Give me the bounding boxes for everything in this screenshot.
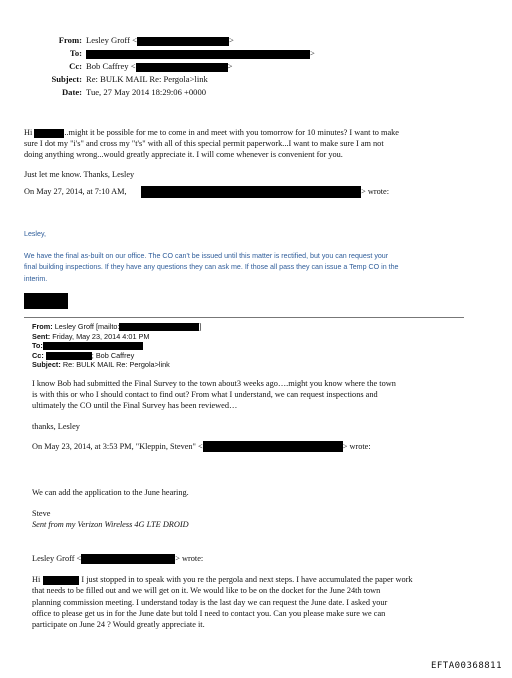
forwarded-header [32,322,202,370]
redaction-block [81,554,175,564]
msg4-wrote: > wrote: [175,554,204,563]
greeting-hi: Hi [24,128,33,137]
fwd-cc-value: ; Bob Caffrey [91,350,135,360]
msg2-line2: is with this or who I should contact to find out? From what I understand, we can request inspections and [32,390,378,400]
msg4-line4: office to please get us in for the June date but told I need to contact you. Can you please make sure we can [32,608,386,618]
fwd-from-row [32,322,202,332]
msg2-wrote: > wrote: [342,441,371,451]
fwd-subject-value: Re: BULK MAIL Re: Pergola>link [62,360,170,370]
msg2-line1: I know Bob had submitted the Final Survey to the town about3 weeks ago….might you know where the town [32,379,396,388]
message-body-3 [32,487,492,531]
msg3-name: Steve [32,509,51,519]
reply-line1: We have the final as-built on our office. The CO can't be issued until this matter is rectified, but you can request your [24,251,389,260]
message-body-1 [24,127,494,198]
reply-greeting: Lesley, [24,230,46,238]
msg1-text-1: ..might it be possible for me to come in and meet with you tomorrow for 10 minutes? I want to make [64,128,399,137]
redaction-block [136,63,228,72]
redaction-block [43,576,79,585]
fwd-cc-row [32,351,202,361]
redaction-block [119,322,202,331]
fwd-sent-value: Friday, May 23, 2014 4:01 PM [52,331,150,341]
header-to-row [0,47,315,60]
msg4-from-line [32,553,502,564]
msg3-line: We can add the application to the June hearing. [32,488,189,497]
cc-close: > [227,61,233,71]
from-value: Lesley Groff < [86,35,137,45]
from-label: From: [58,35,82,45]
email-header [0,34,315,99]
redaction-block [24,293,68,309]
msg1-signoff: Just let me know. Thanks, Lesley [24,169,135,179]
msg1-line3: doing anything wrong...would greatly appreciate it. I will come whenever is convenient for you. [24,150,343,160]
header-from-row [0,34,315,47]
redaction-block [46,352,92,360]
reply-line3: interim. [24,274,48,283]
subject-value: Re: BULK MAIL Re: Pergola>link [86,74,208,84]
msg4-line2: that needs to be filled out and we will get on it. We would like to be on the docket for the June 24th town [32,586,381,596]
header-cc-row [0,60,315,73]
msg4-line3: planning commission meeting. I understand today is the last day we can request the June date. I asked your [32,597,388,607]
divider-line [24,317,464,318]
msg4-hi: Hi [32,575,41,585]
header-date-row [0,86,315,99]
cc-label: Cc: [69,61,82,71]
reply-line2: final building inspections. If they have any questions they can ask me. If those all pass they can issue a Temp CO in the [24,263,399,271]
fwd-to-row [32,341,202,351]
date-label: Date: [61,87,82,97]
msg1-wrote: > wrote: [361,186,390,196]
fwd-from-value: Lesley Groff [mailto: [54,322,120,331]
redaction-block [34,129,64,138]
msg4-text-1: I just stopped in to speak with you re the pergola and next steps. I have accumulated the paper work [79,575,413,585]
fwd-cc-label: Cc: [32,350,44,360]
cc-value: Bob Caffrey < [86,61,136,71]
msg1-line2: sure I dot my "i's" and cross my "t's" with all of this special permit paperwork...I want to make sure I am not [24,139,384,149]
redaction-block [203,441,343,452]
header-subject-row [0,73,315,86]
fwd-subject-row [32,360,202,370]
fwd-sent-label: Sent: [32,331,51,341]
msg4-line5: participate on June 24 ? Would greatly appreciate it. [32,620,205,630]
msg4-line1 [32,574,502,585]
to-close: > [310,48,315,58]
subject-label: Subject: [51,74,82,84]
fwd-from-close: ] [199,322,202,331]
date-value: Tue, 27 May 2014 18:29:06 +0000 [86,87,207,97]
message-body-4 [32,553,502,630]
fwd-subject-label: Subject: [32,360,61,370]
redaction-block [86,50,310,59]
from-close: > [228,35,234,45]
redaction-block [137,37,229,46]
reply-quoted-blue [24,229,494,285]
msg1-line1 [24,127,494,138]
message-body-2 [32,378,502,452]
msg2-on-text: On May 23, 2014, at 3:53 PM, "Kleppin, Steven" < [32,441,203,451]
redaction-block [141,186,361,198]
document-id: EFTA00368811 [430,661,502,671]
msg1-on-text: On May 27, 2014, at 7:10 AM, [24,186,127,196]
fwd-to-label: To: [32,341,43,351]
msg1-on-line [24,186,494,198]
msg2-line3: ultimately the CO until the Final Survey has been reviewed… [32,401,238,411]
redaction-block [43,342,143,350]
to-label: To: [69,48,82,58]
fwd-from-label: From: [32,322,53,331]
msg3-sent-from: Sent from my Verizon Wireless 4G LTE DROID [32,520,189,530]
msg2-on-line [32,441,502,453]
msg4-from-text: Lesley Groff < [32,554,82,563]
fwd-sent-row [32,332,202,342]
msg2-signoff: thanks, Lesley [32,421,80,431]
